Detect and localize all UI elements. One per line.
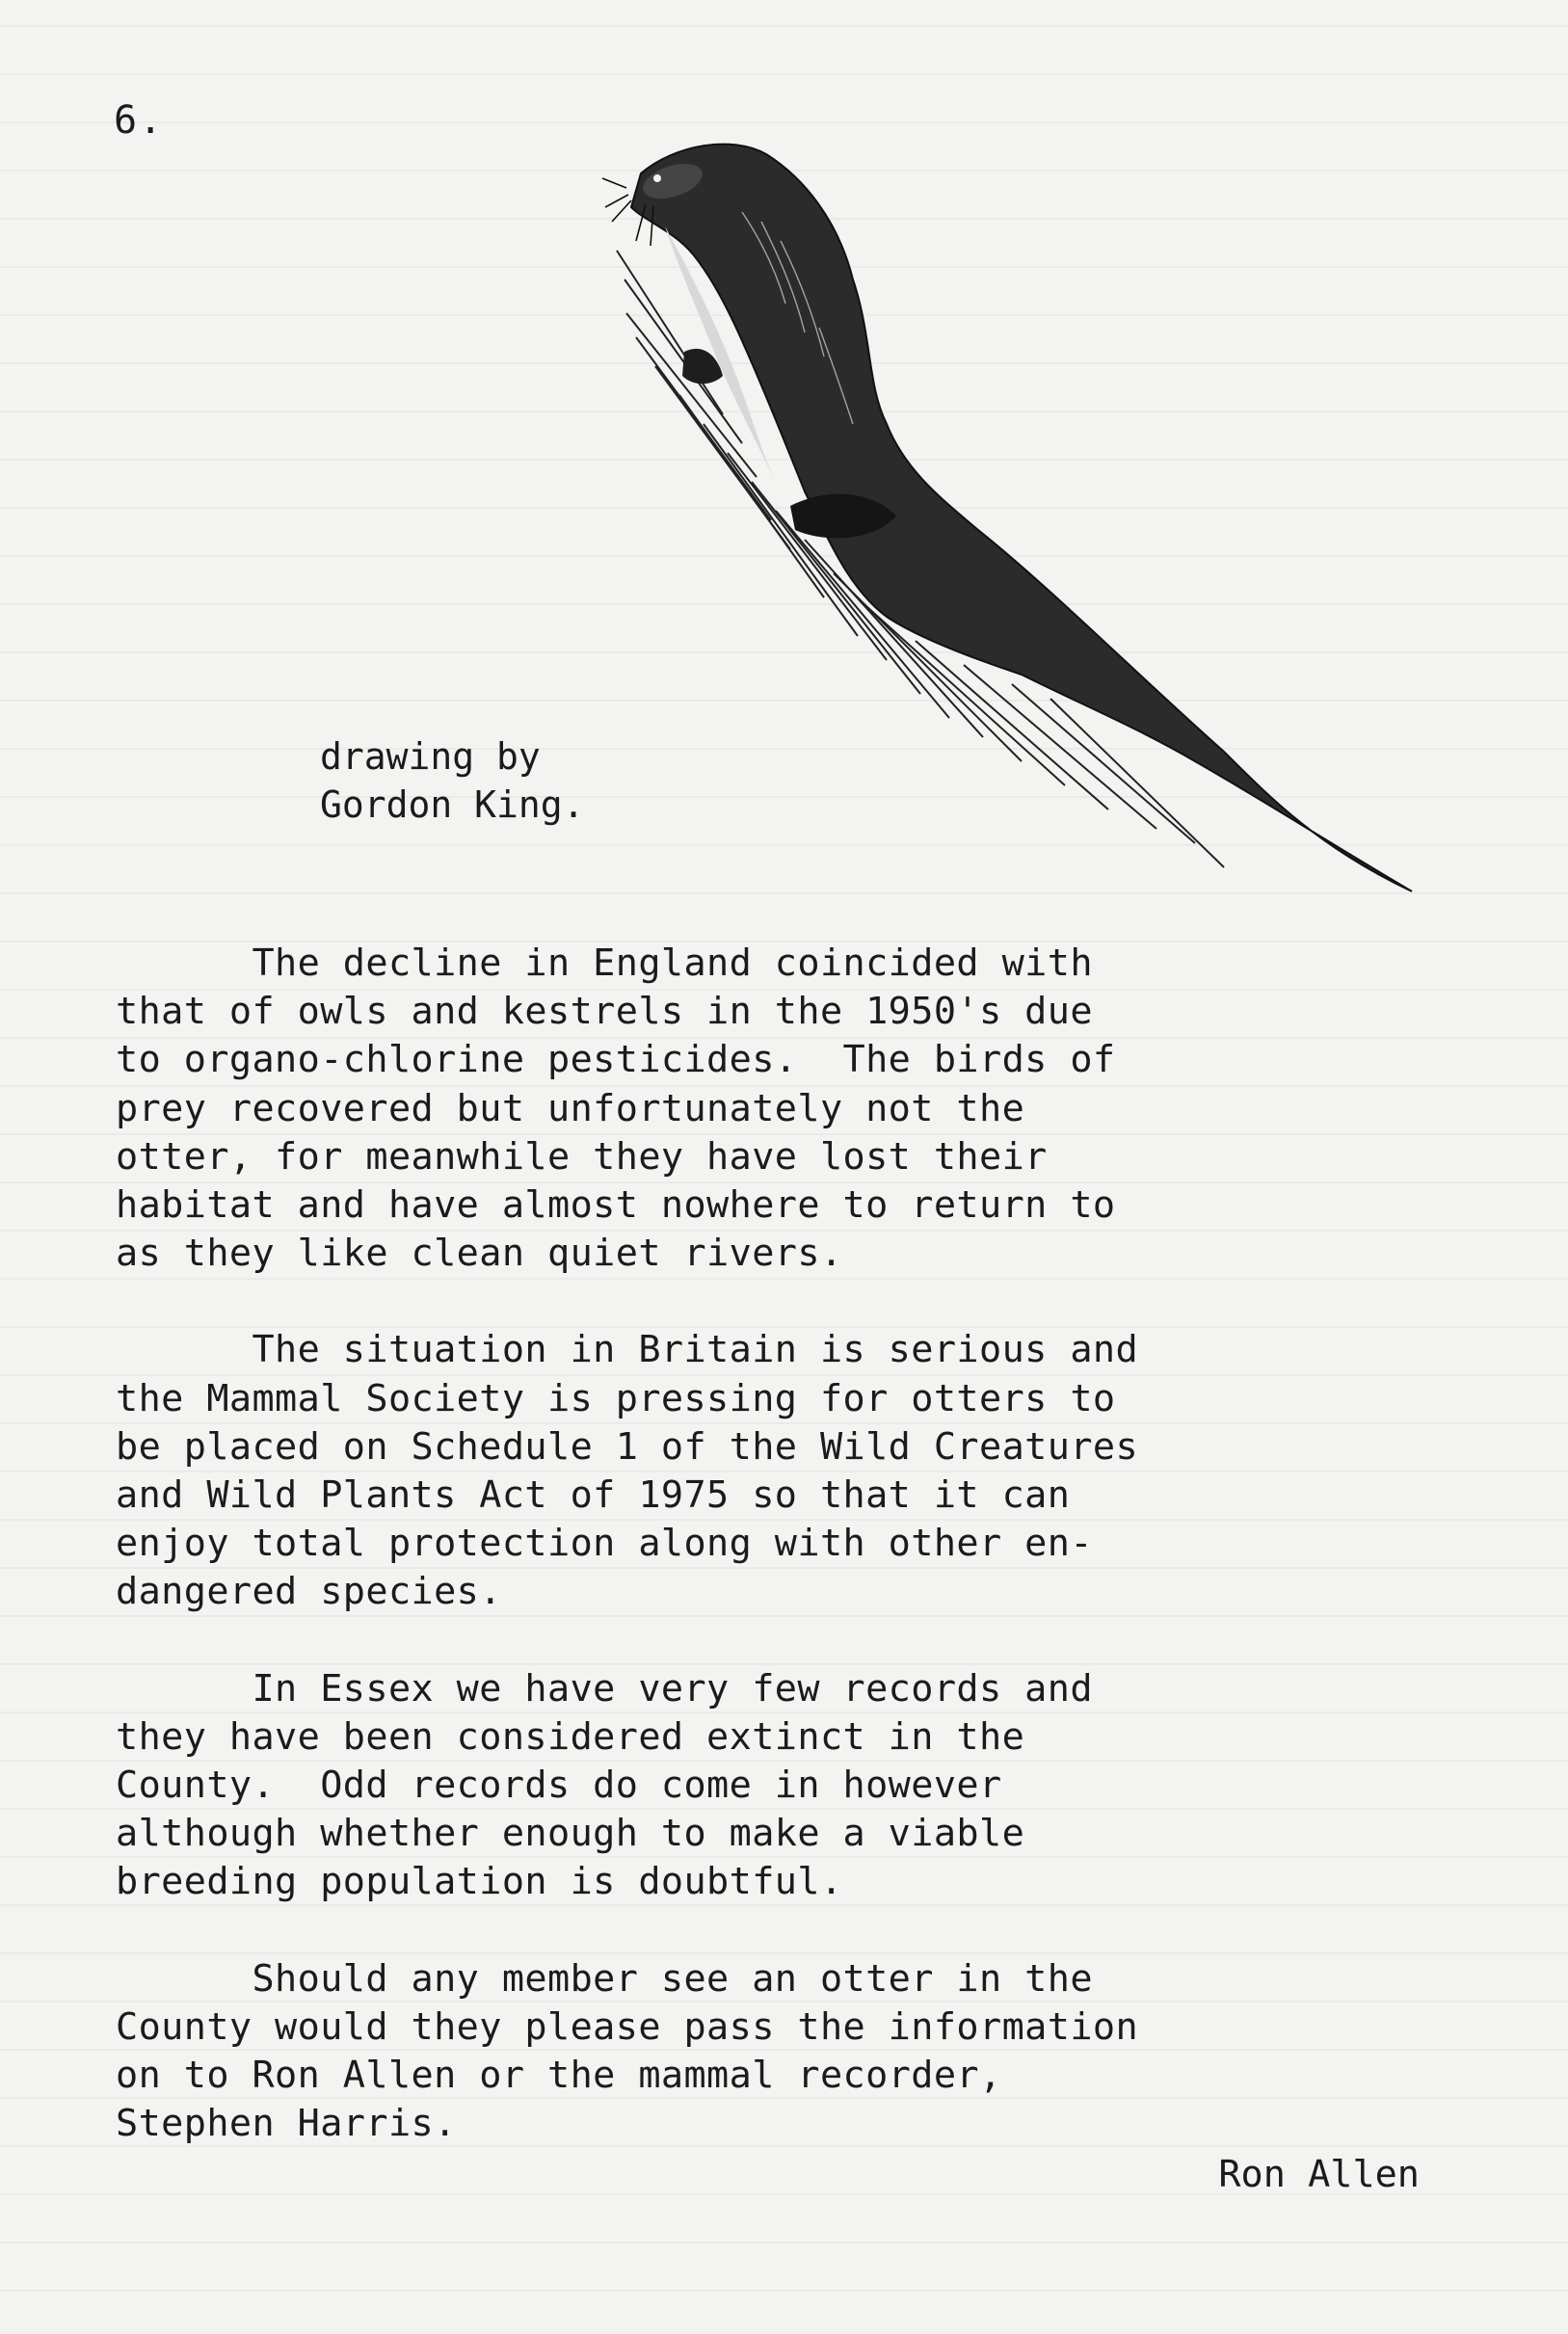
page-number: 6. — [114, 98, 165, 143]
article-paragraph: The situation in Britain is serious and the Mammal Society is pressing for otters to be placed on Schedule 1 of the Wild Creatures and Wild Plants Act of 1975 so that it can enjoy total protection along with other en- dangered species. — [116, 1328, 1139, 1614]
caption-line-2: Gordon King. — [320, 783, 585, 826]
article-paragraph: Should any member see an otter in the County would they please pass the information on to Ron Allen or the mammal recorder, Stephen Harris. — [116, 1956, 1139, 2146]
author-signature: Ron Allen — [1218, 2153, 1420, 2196]
article-paragraph: The decline in England coincided with that of owls and kestrels in the 1950's due to organo-chlorine pesticides. The birds of prey recovered but unfortunately not the otter, for meanwhile they have lost their habitat and have almost nowhere to return to as they like clean quiet rivers. — [116, 942, 1116, 1276]
article-paragraph: In Essex we have very few records and they have been considered extinct in the County. Odd records do come in however although whether enough to make a viable breeding population is doubtful. — [116, 1666, 1093, 1904]
illustration-caption — [320, 732, 585, 829]
caption-line-1: drawing by — [320, 735, 541, 778]
otter-drawing — [598, 135, 1446, 906]
article-body — [116, 940, 1484, 2196]
